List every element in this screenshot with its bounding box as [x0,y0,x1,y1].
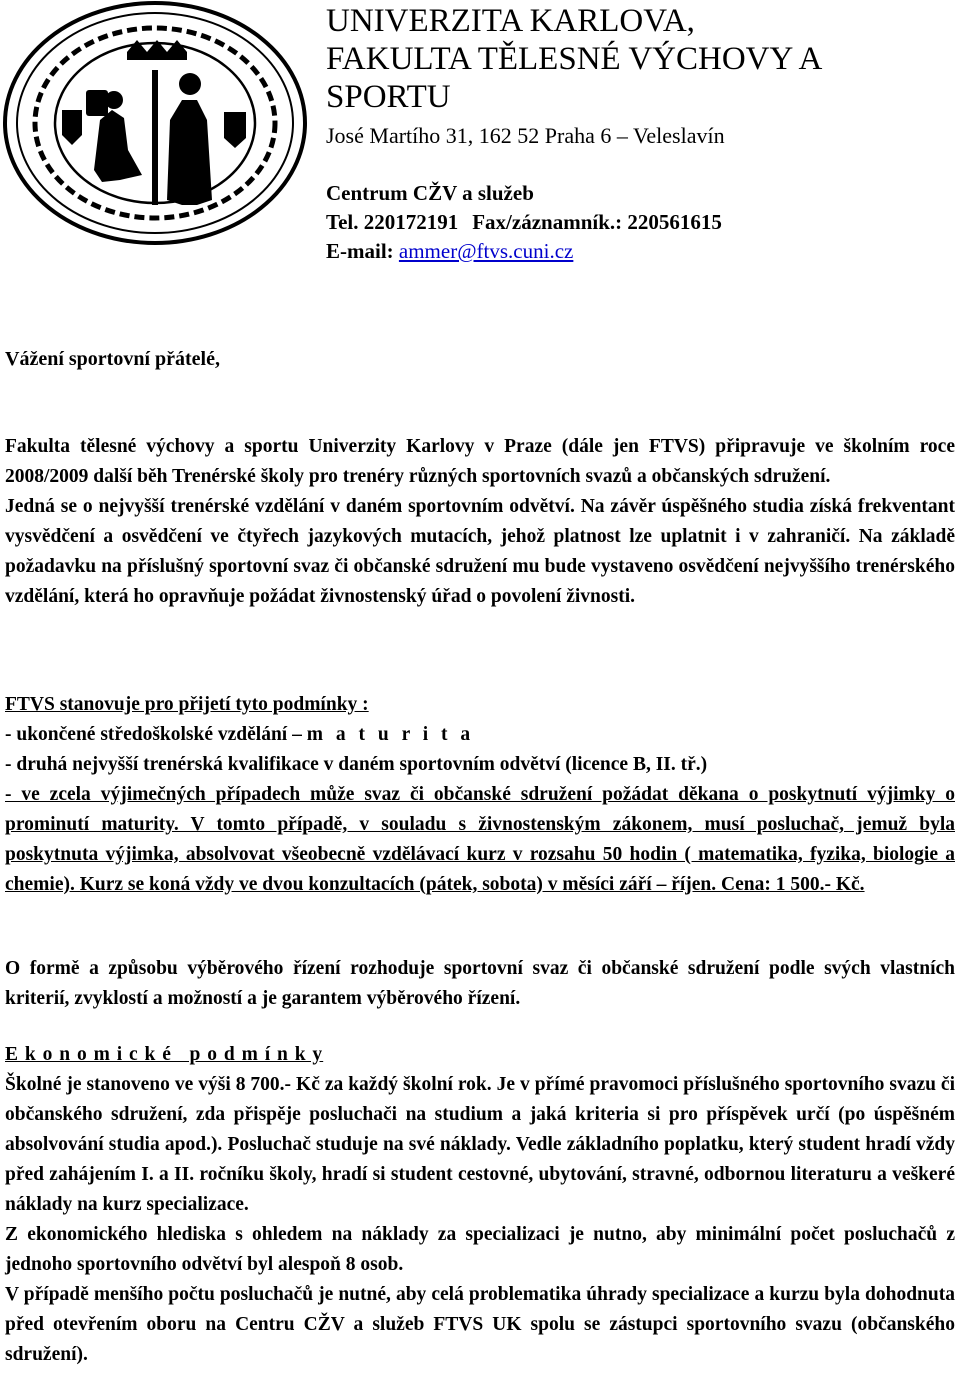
intro-text-part2: Jedná se o nejvyšší trenérské vzdělání v daném sportovním odvětví. Na závěr úspěšného studia získá frekventant vysvědčení a osvědčení ve čtyřech jazykových mutacích, jehož platnost lze uplatnit i v zahraničí. Na základě požadavku na příslušný sportovní svaz či občanské sdružení mu bude vystaveno osvědčení nejvyššího trenérského vzdělání, která ho opravňuje požádat živnostenský úřad o povolení živnosti. [5,496,955,607]
department-name: Centrum CŽV a služeb [326,181,534,205]
economic-paragraph-2: Z ekonomického hlediska s ohledem na náklady za specializaci je nutno, aby minimální počet posluchačů z jednoho sportovního odvětví byl alespoň 8 osob. [5,1224,955,1275]
condition-item-3: - ve zcela výjimečných případech může svaz či občanské sdružení požádat děkana o poskytnutí výjimky o prominutí maturity. V tomto případě, v souladu s živnostenským zákonem, musí posluchač, jemuž byla poskytnuta výjimka, absolvovat všeobecně vzdělávací kurz v rozsahu 50 hodin ( matematika, fyzika, biologie a chemie). Kurz se koná vždy ve dvou konzultacích (pátek, sobota) v měsíci září – říjen. Cena: 1 500.- Kč. [5,784,955,895]
condition-1-text: - ukončené středoškolské vzdělání – [5,724,307,745]
economic-heading: E k o n o m i c k é p o d m í n k y [5,1044,324,1065]
selection-paragraph [5,954,955,1014]
greeting: Vážení sportovní přátelé, [5,348,220,370]
conditions-heading: FTVS stanovuje pro přijetí tyto podmínky : [5,694,369,715]
fax-number: Fax/záznamník.: 220561615 [472,210,722,234]
university-name-line3: SPORTU [326,79,451,115]
email-link[interactable]: ammer@ftvs.cuni.cz [398,239,574,263]
condition-1-spaced: m a t u r i t a [306,724,475,745]
address: José Martího 31, 162 52 Praha 6 – Veleslavín [326,123,725,148]
university-name [326,2,956,116]
intro-text-part1: Fakulta tělesné výchovy a sportu Univerzity Karlovy v Praze (dále jen FTVS) připravuje ve školním roce 2008/2009 další běh Trenérské školy pro trenéry různých sportovních svazů a občanských sdružení. [5,436,955,487]
intro-paragraph [5,432,955,612]
letterhead [326,2,956,266]
selection-text: O formě a způsobu výběrového řízení rozhoduje sportovní svaz či občanské sdružení podle svých vlastních kriterií, zvyklostí a možností a je garantem výběrového řízení. [5,958,955,1009]
economic-paragraph-3: V případě menšího počtu posluchačů je nutné, aby celá problematika úhrady specializace a kurzu byla dohodnuta před otevřením oboru na Centru CŽV a služeb FTVS UK spolu se zástupci sportovního svazu (občanského sdružení). [5,1284,955,1365]
university-name-line2: FAKULTA TĚLESNÉ VÝCHOVY A [326,41,823,77]
condition-item-2: - druhá nejvyšší trenérská kvalifikace v daném sportovním odvětví (licence B, II. tř.) [5,754,708,775]
phone-number: Tel. 220172191 [326,210,459,234]
email-label: E-mail: [326,239,394,263]
condition-item-1 [5,720,955,750]
economic-section [5,1040,955,1370]
contact-block [326,179,956,266]
email-line [326,237,956,266]
phone-fax-line [326,208,956,237]
university-seal-icon [2,0,308,246]
economic-paragraph-1: Školné je stanoveno ve výši 8 700.- Kč za každý školní rok. Je v přímé pravomoci příslušného sportovního svazu či občanského sdružení, zda přispěje posluchači na studium a jaká kriteria si pro příspěvek určí (po úspěšném absolvování studia apod.). Posluchač studuje na své náklady. Vedle základního poplatku, který student hradí vždy před zahájením I. a II. ročníku školy, hradí si student cestovné, ubytování, stravné, odbornou literaturu a veškeré náklady na kurz specializace. [5,1074,955,1215]
conditions-section [5,690,955,900]
university-name-line1: UNIVERZITA KARLOVA, [326,3,695,39]
